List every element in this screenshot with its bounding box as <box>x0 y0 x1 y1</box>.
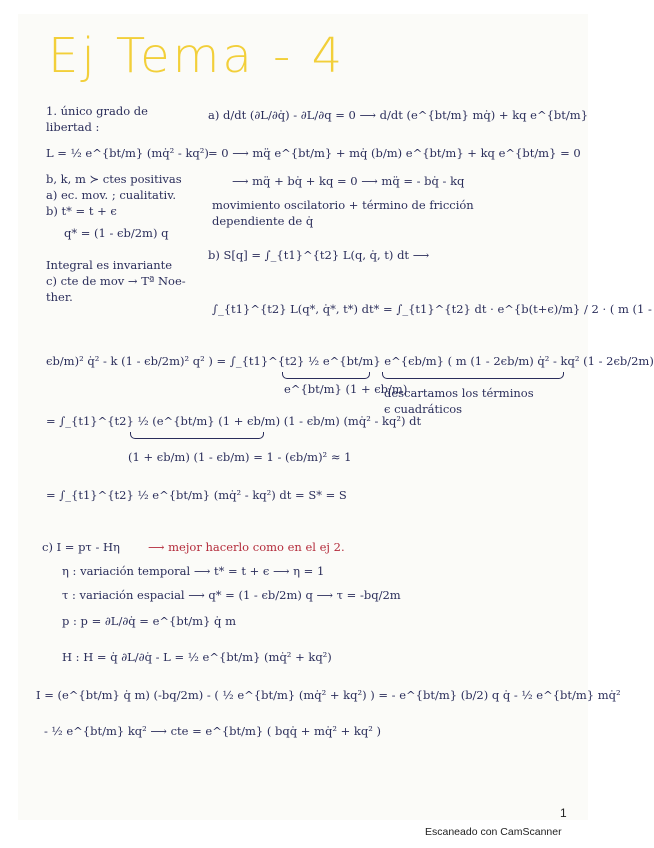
note-line: 1. único grado de <box>46 104 148 118</box>
equation-line: = ∫_{t1}^{t2} ½ (e^{bt/m} (1 + ϵb/m) (1 - ϵb/m) (mq̇² - kq²) dt <box>46 414 422 428</box>
note-line: b, k, m ≻ ctes positivas <box>46 172 182 186</box>
equation-line: c) I = pτ - Hη <box>42 540 120 554</box>
equation-line: I = (e^{bt/m} q̇ m) (-bq/2m) - ( ½ e^{bt/m} (mq̇² + kq²) ) = - e^{bt/m} (b/2) q q̇ - ½ e^{bt/m} mq̇² <box>36 688 621 702</box>
scanner-credit: Escaneado con CamScanner <box>425 826 562 838</box>
brace-note: ϵ cuadráticos <box>384 402 463 416</box>
note-line: ther. <box>46 290 73 304</box>
equation-line: p : p = ∂L/∂q̇ = e^{bt/m} q̇ m <box>62 614 236 628</box>
red-note: ⟶ mejor hacerlo como en el ej 2. <box>148 540 345 554</box>
equation-line: = ∫_{t1}^{t2} ½ e^{bt/m} (mq̇² - kq²) dt = S* = S <box>46 488 347 502</box>
brace-note: e^{bt/m} (1 + ϵb/m) <box>284 382 408 396</box>
lagrangian-definition: L = ½ e^{bt/m} (mq̇² - kq²) <box>46 146 209 160</box>
note-line: c) cte de mov → Tª Noe- <box>46 274 186 288</box>
equation-line: - ½ e^{bt/m} kq² ⟶ cte = e^{bt/m} ( bqq̇ + mq̇² + kq² ) <box>44 724 381 738</box>
text-line: dependiente de q̇ <box>212 214 314 228</box>
equation-line: τ : variación espacial ⟶ q* = (1 - ϵb/2m) q ⟶ τ = -bq/2m <box>62 588 401 602</box>
equation-line: η : variación temporal ⟶ t* = t + ϵ ⟶ η = 1 <box>62 564 325 578</box>
text-line: movimiento oscilatorio + término de fricción <box>212 198 474 212</box>
underbrace <box>382 372 564 379</box>
equation-line: ϵb/m)² q̇² - k (1 - ϵb/2m)² q² ) = ∫_{t1}^{t2} ½ e^{bt/m} e^{ϵb/m} ( m (1 - 2ϵb/m) q̇² - kq² (1 - 2ϵb/2m) <box>46 354 654 368</box>
equation-line: ⟶ mq̈ + bq̇ + kq = 0 ⟶ mq̈ = - bq̇ - kq <box>232 174 465 188</box>
note-line: b) t* = t + ϵ <box>46 204 117 218</box>
page-title: Ej Tema - 4 <box>48 28 346 84</box>
note-line: libertad : <box>46 120 100 134</box>
note-line: Integral es invariante <box>46 258 173 272</box>
brace-note: descartamos los términos <box>384 386 534 400</box>
underbrace <box>282 372 370 379</box>
equation-line: (1 + ϵb/m) (1 - ϵb/m) = 1 - (ϵb/m)² ≈ 1 <box>128 450 352 464</box>
equation-line: a) d/dt (∂L/∂q̇) - ∂L/∂q = 0 ⟶ d/dt (e^{bt/m} mq̇) + kq e^{bt/m} <box>208 108 589 122</box>
equation-line: b) S[q] = ∫_{t1}^{t2} L(q, q̇, t) dt ⟶ <box>208 248 430 262</box>
note-line: q* = (1 - ϵb/2m) q <box>64 226 169 240</box>
underbrace <box>130 432 264 439</box>
equation-line: H : H = q̇ ∂L/∂q̇ - L = ½ e^{bt/m} (mq̇² + kq²) <box>62 650 332 664</box>
note-line: a) ec. mov. ; cualitativ. <box>46 188 176 202</box>
equation-line: = 0 ⟶ mq̈ e^{bt/m} + mq̇ (b/m) e^{bt/m} + kq e^{bt/m} = 0 <box>208 146 581 160</box>
equation-line: ∫_{t1}^{t2} L(q*, q̇*, t*) dt* = ∫_{t1}^{t2} dt · e^{b(t+ϵ)/m} / 2 · ( m (1 - <box>212 302 652 316</box>
page-number: 1 <box>560 806 567 820</box>
